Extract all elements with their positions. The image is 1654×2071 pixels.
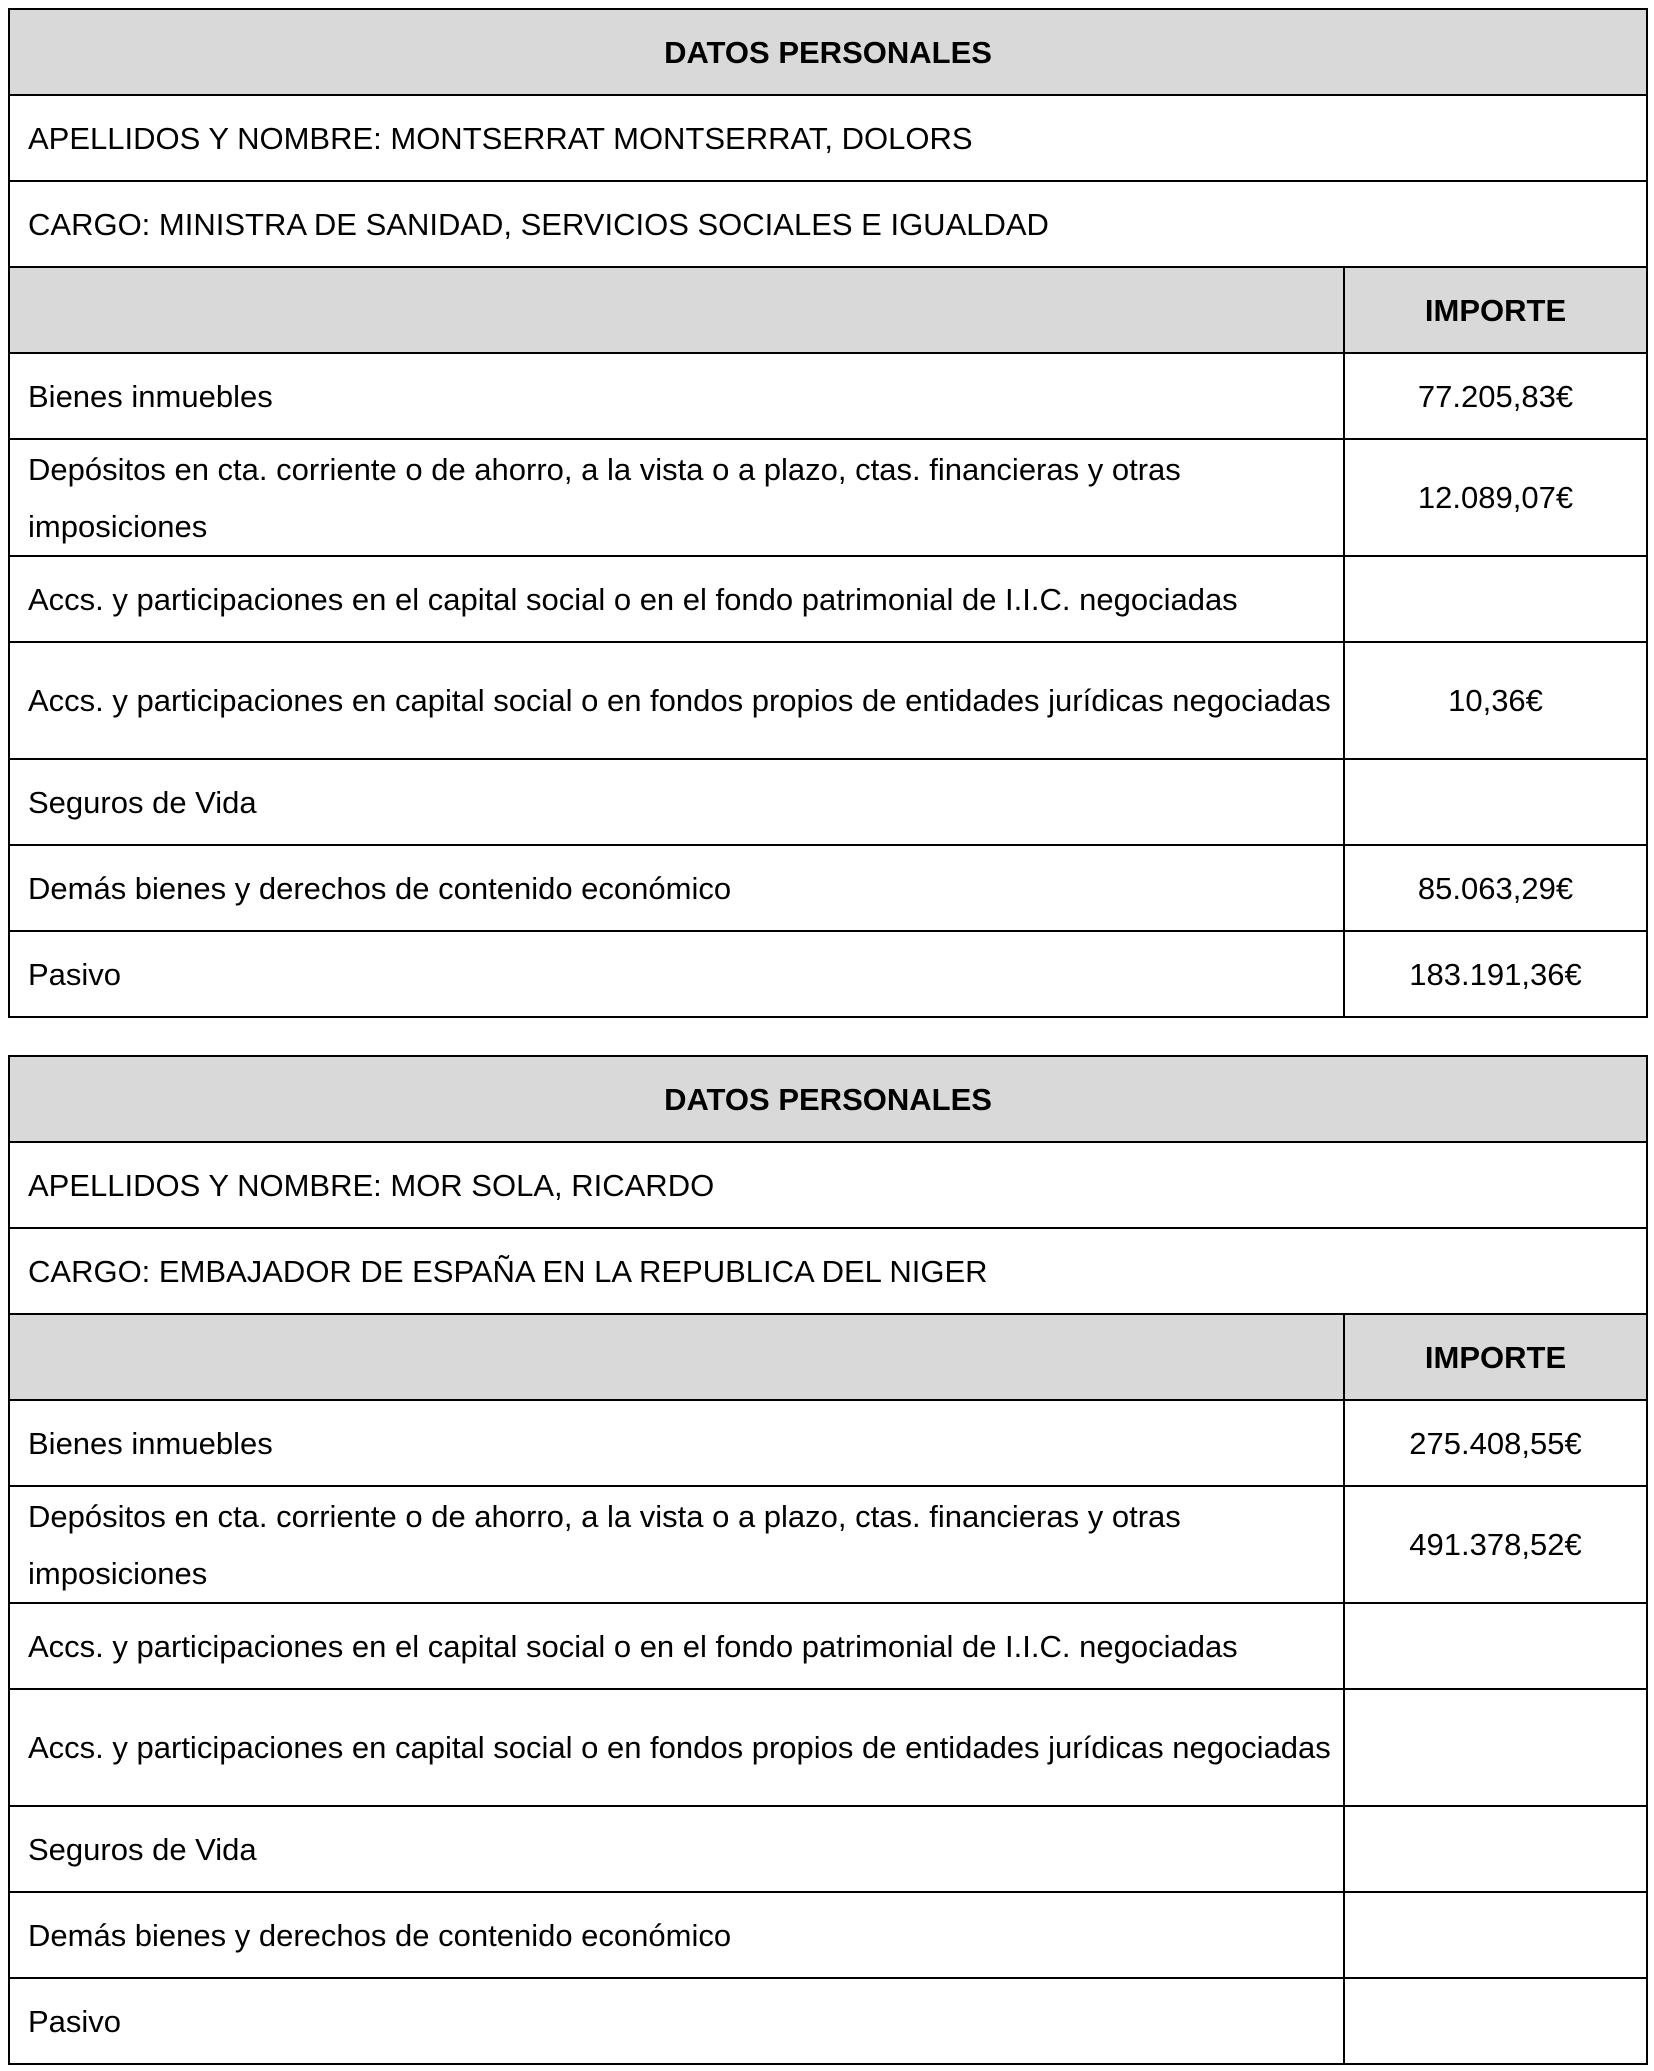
concept-cell: Bienes inmuebles [9,1400,1344,1486]
concept-cell: Pasivo [9,1978,1344,2064]
concept-cell: Demás bienes y derechos de contenido económico [9,845,1344,931]
table-row [9,1978,1647,2064]
concept-cell: Seguros de Vida [9,759,1344,845]
amount-cell [1344,1603,1647,1689]
table-row [9,439,1647,556]
table-row [9,642,1647,759]
table-row [9,759,1647,845]
concept-header-cell [9,267,1344,353]
concept-cell: Bienes inmuebles [9,353,1344,439]
amount-cell: 85.063,29€ [1344,845,1647,931]
table-row [9,1400,1647,1486]
amount-cell: 275.408,55€ [1344,1400,1647,1486]
table-row [9,1806,1647,1892]
amount-header: IMPORTE [1344,1314,1647,1400]
concept-cell: Pasivo [9,931,1344,1017]
table-row [9,845,1647,931]
position-line: CARGO: MINISTRA DE SANIDAD, SERVICIOS SOCIALES E IGUALDAD [9,181,1647,267]
table-row [9,353,1647,439]
position-line: CARGO: EMBAJADOR DE ESPAÑA EN LA REPUBLICA DEL NIGER [9,1228,1647,1314]
amount-cell: 12.089,07€ [1344,439,1647,556]
concept-cell: Accs. y participaciones en capital social o en fondos propios de entidades jurídicas negociadas [9,1689,1344,1806]
amount-cell [1344,1978,1647,2064]
table-row [9,1689,1647,1806]
concept-cell: Accs. y participaciones en el capital social o en el fondo patrimonial de I.I.C. negociadas [9,556,1344,642]
table-row [9,1486,1647,1603]
section-title: DATOS PERSONALES [9,9,1647,95]
amount-cell: 10,36€ [1344,642,1647,759]
concept-cell: Depósitos en cta. corriente o de ahorro, a la vista o a plazo, ctas. financieras y otras imposiciones [9,1486,1344,1603]
concept-cell: Seguros de Vida [9,1806,1344,1892]
concept-cell: Accs. y participaciones en capital social o en fondos propios de entidades jurídicas negociadas [9,642,1344,759]
amount-cell: 491.378,52€ [1344,1486,1647,1603]
asset-declaration-table [8,1055,1648,2065]
concept-cell: Accs. y participaciones en el capital social o en el fondo patrimonial de I.I.C. negociadas [9,1603,1344,1689]
section-title: DATOS PERSONALES [9,1056,1647,1142]
amount-cell [1344,1892,1647,1978]
amount-cell: 77.205,83€ [1344,353,1647,439]
concept-header-cell [9,1314,1344,1400]
amount-cell [1344,556,1647,642]
name-line: APELLIDOS Y NOMBRE: MONTSERRAT MONTSERRAT, DOLORS [9,95,1647,181]
name-line: APELLIDOS Y NOMBRE: MOR SOLA, RICARDO [9,1142,1647,1228]
table-row [9,931,1647,1017]
amount-cell [1344,1806,1647,1892]
table-row [9,556,1647,642]
amount-cell [1344,1689,1647,1806]
concept-cell: Depósitos en cta. corriente o de ahorro, a la vista o a plazo, ctas. financieras y otras imposiciones [9,439,1344,556]
amount-cell [1344,759,1647,845]
table-row [9,1892,1647,1978]
amount-header: IMPORTE [1344,267,1647,353]
concept-cell: Demás bienes y derechos de contenido económico [9,1892,1344,1978]
amount-cell: 183.191,36€ [1344,931,1647,1017]
table-row [9,1603,1647,1689]
asset-declaration-table [8,8,1648,1018]
